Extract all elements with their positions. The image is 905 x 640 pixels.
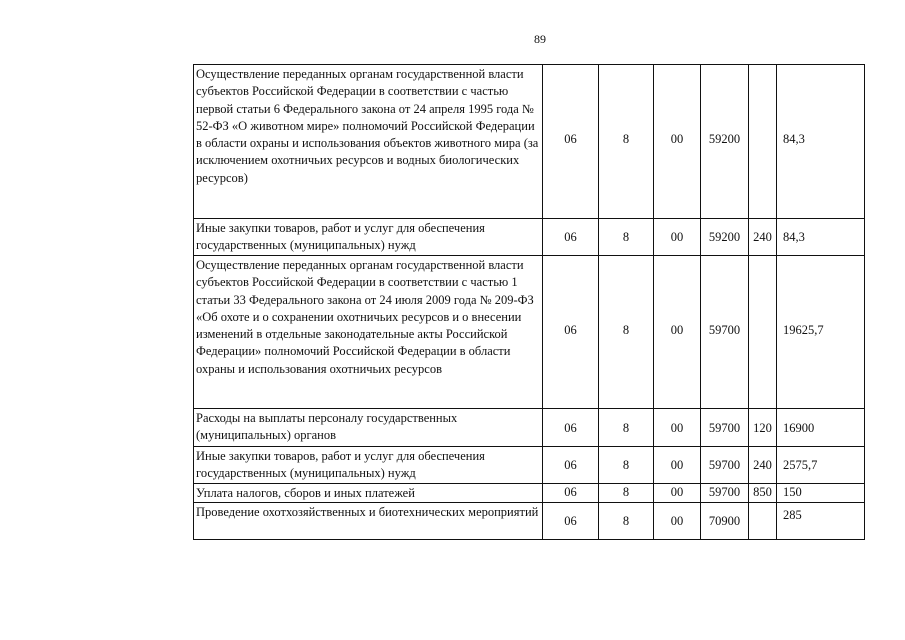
row-section: 06: [543, 65, 599, 219]
row-program: 00: [654, 503, 701, 540]
table-row: [194, 484, 865, 503]
row-section: 06: [543, 219, 599, 256]
table-row: [194, 447, 865, 484]
table-row: [194, 256, 865, 409]
budget-table: [193, 64, 865, 540]
table-row: [194, 65, 865, 219]
row-description: Уплата налогов, сборов и иных платежей: [194, 484, 543, 503]
row-amount: 84,3: [777, 65, 865, 219]
row-section: 06: [543, 256, 599, 409]
row-description: Иные закупки товаров, работ и услуг для обеспечения государственных (муниципальных) нужд: [194, 219, 543, 256]
row-article: 59200: [701, 219, 749, 256]
row-program: 00: [654, 447, 701, 484]
row-program: 00: [654, 409, 701, 447]
row-subsection: 8: [599, 503, 654, 540]
row-amount: 150: [777, 484, 865, 503]
row-section: 06: [543, 447, 599, 484]
row-description: Иные закупки товаров, работ и услуг для обеспечения государственных (муниципальных) нужд: [194, 447, 543, 484]
row-program: 00: [654, 484, 701, 503]
row-subsection: 8: [599, 409, 654, 447]
row-amount: 16900: [777, 409, 865, 447]
row-subsection: 8: [599, 484, 654, 503]
table-row: [194, 503, 865, 540]
row-article: 59700: [701, 409, 749, 447]
row-article: 70900: [701, 503, 749, 540]
page-number: 89: [534, 32, 546, 46]
row-expense-type: [749, 256, 777, 409]
row-section: 06: [543, 503, 599, 540]
row-expense-type: [749, 65, 777, 219]
row-article: 59200: [701, 65, 749, 219]
row-subsection: 8: [599, 447, 654, 484]
row-program: 00: [654, 65, 701, 219]
row-expense-type: 240: [749, 447, 777, 484]
row-amount: 19625,7: [777, 256, 865, 409]
row-expense-type: 240: [749, 219, 777, 256]
row-description: Осуществление переданных органам государственной власти субъектов Российской Федерации в соответствии с частью 1 статьи 33 Федерального закона от 24 июля 2009 года № 209-ФЗ «Об охоте и о сохранении охотничьих ресурсов и о внесении изменений в отдельные законодательные акты Российской Федерации» полномочий Российской Федерации в области охраны и использования охотничьих ресурсов: [194, 256, 543, 409]
table-row: [194, 409, 865, 447]
row-description: Расходы на выплаты персоналу государственных (муниципальных) органов: [194, 409, 543, 447]
row-description: Проведение охотхозяйственных и биотехнических мероприятий: [194, 503, 543, 540]
row-article: 59700: [701, 484, 749, 503]
row-subsection: 8: [599, 256, 654, 409]
row-subsection: 8: [599, 65, 654, 219]
row-expense-type: [749, 503, 777, 540]
row-program: 00: [654, 219, 701, 256]
row-amount: 285: [777, 503, 865, 540]
table-row: [194, 219, 865, 256]
row-subsection: 8: [599, 219, 654, 256]
row-program: 00: [654, 256, 701, 409]
row-amount: 84,3: [777, 219, 865, 256]
row-section: 06: [543, 409, 599, 447]
row-article: 59700: [701, 256, 749, 409]
row-description: Осуществление переданных органам государственной власти субъектов Российской Федерации в соответствии с частью первой статьи 6 Федерального закона от 24 апреля 1995 года № 52-ФЗ «О животном мире» полномочий Российской Федерации в области охраны и использования объектов животного мира (за исключением охотничьих ресурсов и водных биологических ресурсов): [194, 65, 543, 219]
row-section: 06: [543, 484, 599, 503]
row-article: 59700: [701, 447, 749, 484]
row-expense-type: 850: [749, 484, 777, 503]
row-amount: 2575,7: [777, 447, 865, 484]
row-expense-type: 120: [749, 409, 777, 447]
